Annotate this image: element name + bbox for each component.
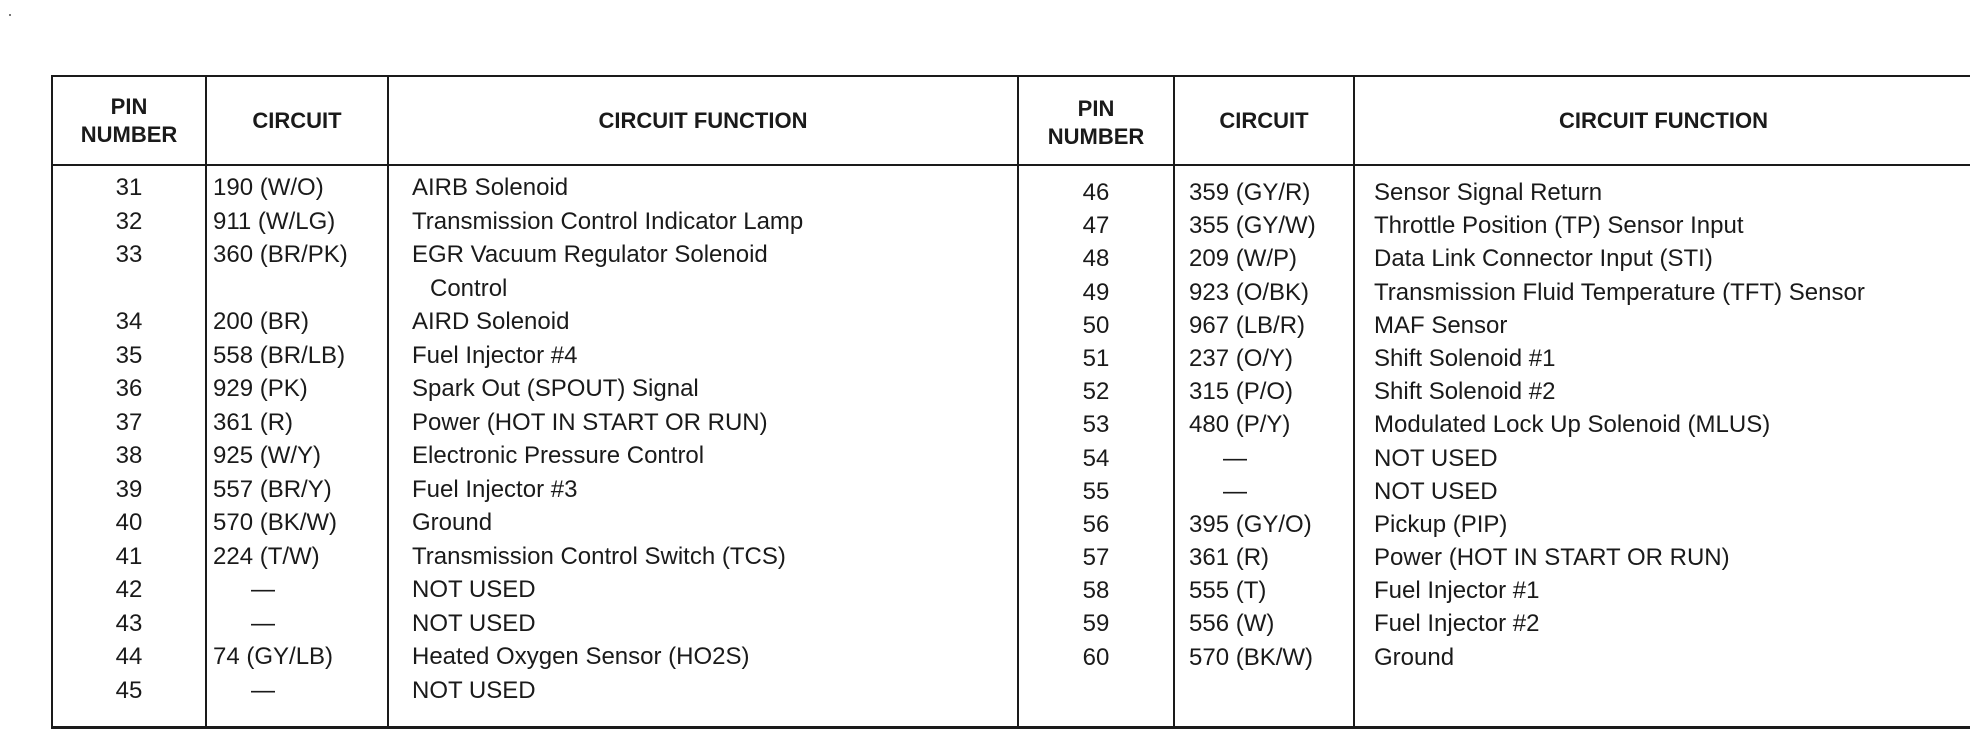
function-cell: EGR Vacuum Regulator Solenoid [412, 241, 768, 268]
circuit-cell: 556 (W) [1189, 610, 1275, 638]
header-text: NUMBER [1047, 123, 1145, 149]
pin-cell: 56 [1082, 510, 1110, 538]
circuit-cell: 315 (P/O) [1189, 378, 1294, 406]
function-cell: Electronic Pressure Control [412, 442, 705, 469]
function-cell: Ground [412, 509, 493, 536]
header-divider [53, 164, 1970, 166]
circuit-cell: 967 (LB/R) [1189, 311, 1306, 339]
pin-cell: 33 [115, 241, 143, 268]
pin-cell: 31 [115, 174, 143, 201]
function-cell: Transmission Fluid Temperature (TFT) Sensor [1374, 278, 1865, 306]
circuit-cell [213, 272, 385, 306]
function-cell: Shift Solenoid #2 [1374, 378, 1556, 406]
circuit-cell: 74 (GY/LB) [213, 643, 334, 670]
pin-cell: 37 [115, 408, 143, 436]
function-cell: Shift Solenoid #1 [1374, 344, 1556, 372]
circuit-cell: 555 (T) [1189, 577, 1267, 605]
header-circuit-function-left: CIRCUIT FUNCTION [598, 107, 808, 133]
function-cell: Fuel Injector #1 [1374, 577, 1540, 605]
circuit-cell: 480 (P/Y) [1189, 411, 1291, 439]
circuit-cell: 558 (BR/LB) [213, 341, 346, 369]
circuit-cell: 925 (W/Y) [213, 442, 322, 469]
header-circuit-right: CIRCUIT [1219, 107, 1309, 133]
circuit-cell: — [251, 576, 275, 603]
pin-cell: 40 [115, 509, 143, 536]
header-text: PIN [110, 93, 148, 119]
function-cell: Fuel Injector #4 [412, 341, 578, 369]
function-cell: Spark Out (SPOUT) Signal [412, 375, 699, 402]
column-divider [387, 77, 389, 726]
circuit-cell: 557 (BR/Y) [213, 475, 332, 503]
pin-cell: 34 [115, 308, 143, 335]
column-divider [205, 77, 207, 726]
function-cell: Fuel Injector #2 [1374, 610, 1540, 638]
circuit-cell: — [251, 609, 275, 637]
header-text: NUMBER [80, 121, 178, 147]
left-pin-column [53, 171, 205, 707]
column-divider [1353, 77, 1355, 726]
pin-cell: 54 [1082, 444, 1110, 472]
circuit-cell: 360 (BR/PK) [213, 241, 348, 268]
pin-cell: 57 [1082, 544, 1110, 572]
function-cell: Pickup (PIP) [1374, 510, 1508, 538]
circuit-cell: — [1223, 477, 1247, 505]
circuit-cell: 355 (GY/W) [1189, 212, 1316, 240]
pin-cell: 46 [1082, 179, 1110, 206]
function-cell: Transmission Control Indicator Lamp [412, 207, 804, 235]
left-function-column [412, 171, 1012, 707]
header-circuit-left: CIRCUIT [252, 107, 342, 133]
function-cell: NOT USED [412, 676, 536, 704]
function-cell: Fuel Injector #3 [412, 475, 578, 503]
right-pin-column [1019, 176, 1173, 674]
pin-cell: 36 [115, 375, 143, 402]
header-text: PIN [1077, 95, 1115, 121]
column-divider [1173, 77, 1175, 726]
function-cell: NOT USED [1374, 444, 1498, 472]
circuit-cell: 224 (T/W) [213, 542, 320, 570]
pin-cell: 39 [115, 475, 143, 503]
pin-cell: 58 [1082, 577, 1110, 605]
circuit-cell: 200 (BR) [213, 308, 310, 335]
pin-cell: 47 [1082, 212, 1110, 240]
circuit-cell: 209 (W/P) [1189, 245, 1298, 273]
circuit-cell: 395 (GY/O) [1189, 510, 1312, 538]
pin-cell: 49 [1082, 278, 1110, 306]
pin-cell: 48 [1082, 245, 1110, 273]
function-cell: Ground [1374, 643, 1455, 671]
pin-cell: 53 [1082, 411, 1110, 439]
circuit-cell: 361 (R) [213, 408, 294, 436]
pin-cell: 38 [115, 442, 143, 469]
header-circuit-function-right: CIRCUIT FUNCTION [1559, 107, 1768, 133]
pin-cell: 42 [115, 576, 143, 603]
pin-cell: 60 [1082, 643, 1110, 671]
circuit-cell: 190 (W/O) [213, 174, 324, 201]
pin-cell: 59 [1082, 610, 1110, 638]
connector-pin-table [51, 75, 1970, 729]
function-cell: Transmission Control Switch (TCS) [412, 542, 786, 570]
circuit-cell: — [1223, 444, 1247, 472]
pin-cell: 44 [115, 643, 143, 670]
circuit-cell: 570 (BK/W) [213, 509, 338, 536]
function-cell: Heated Oxygen Sensor (HO2S) [412, 643, 750, 670]
left-circuit-column [213, 171, 385, 707]
circuit-cell: 929 (PK) [213, 375, 308, 402]
function-cell: AIRB Solenoid [412, 174, 569, 201]
pin-cell: 32 [115, 207, 143, 235]
function-cell: Data Link Connector Input (STI) [1374, 245, 1713, 273]
circuit-cell: 359 (GY/R) [1189, 179, 1311, 206]
function-cell: Power (HOT IN START OR RUN) [412, 408, 768, 436]
pin-cell: 45 [115, 676, 143, 704]
pin-cell: 50 [1082, 311, 1110, 339]
pin-cell: 35 [115, 341, 143, 369]
function-cell: Modulated Lock Up Solenoid (MLUS) [1374, 411, 1771, 439]
pin-cell [53, 272, 205, 306]
function-cell: MAF Sensor [1374, 311, 1508, 339]
function-cell: Throttle Position (TP) Sensor Input [1374, 212, 1744, 240]
pin-cell: 55 [1082, 477, 1110, 505]
circuit-cell: 570 (BK/W) [1189, 643, 1314, 671]
stray-dot [9, 14, 11, 16]
circuit-cell: 923 (O/BK) [1189, 278, 1310, 306]
circuit-cell: 361 (R) [1189, 544, 1270, 572]
pin-cell: 51 [1082, 344, 1110, 372]
right-circuit-column [1189, 176, 1351, 674]
function-cell: AIRD Solenoid [412, 308, 570, 335]
header-pin-number-left [53, 77, 205, 164]
function-cell: NOT USED [412, 609, 536, 637]
function-cell: Sensor Signal Return [1374, 179, 1603, 206]
pin-cell: 52 [1082, 378, 1110, 406]
circuit-cell: 911 (W/LG) [213, 207, 336, 235]
pin-cell: 43 [115, 609, 143, 637]
header-pin-number-right [1019, 77, 1173, 164]
function-cell: NOT USED [412, 576, 536, 603]
pin-cell: 41 [115, 542, 143, 570]
function-cell: NOT USED [1374, 477, 1498, 505]
right-function-column [1374, 176, 1970, 674]
circuit-cell: 237 (O/Y) [1189, 344, 1294, 372]
function-cell: Power (HOT IN START OR RUN) [1374, 544, 1730, 572]
circuit-cell: — [251, 676, 275, 704]
function-cell: Control [430, 274, 508, 302]
